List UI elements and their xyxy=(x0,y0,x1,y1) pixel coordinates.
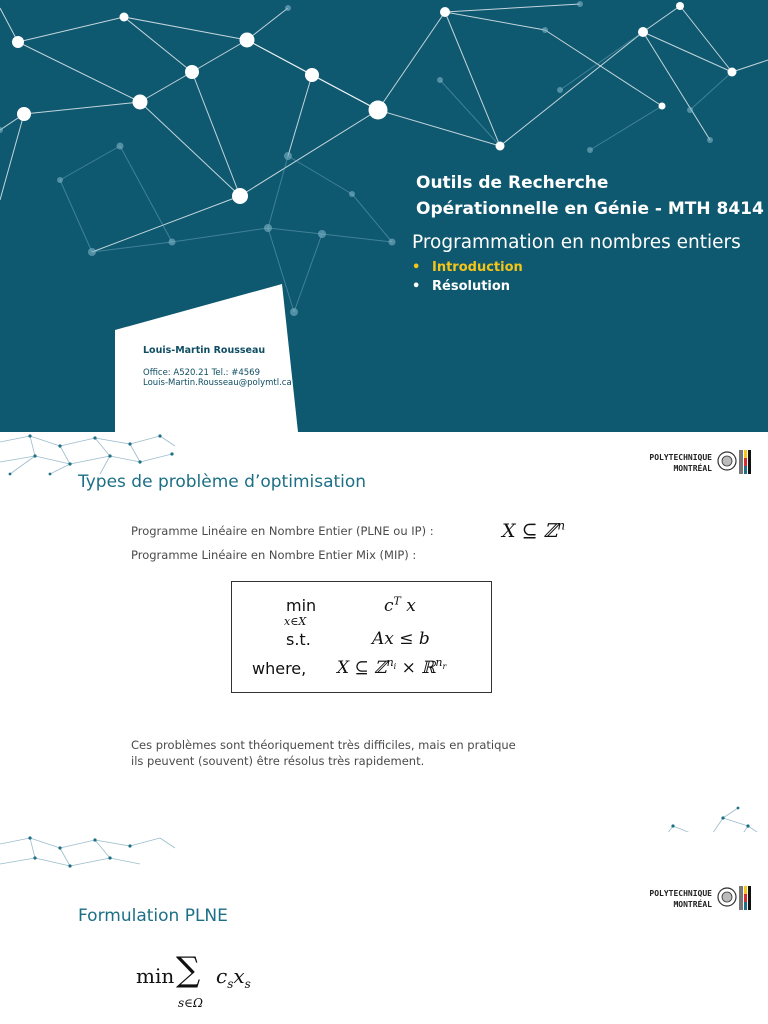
logo-text xyxy=(649,452,712,474)
subject-title: Programmation en nombres entiers xyxy=(412,232,741,253)
logo-line1: POLYTECHNIQUE xyxy=(649,453,712,462)
bullet-icon: • xyxy=(412,279,421,294)
min-label: min xyxy=(136,964,175,988)
sum-subscript: s∈Ω xyxy=(178,996,203,1010)
plne-domain: X ⊆ ℤ xyxy=(502,520,558,542)
title-slide xyxy=(0,0,768,432)
objective-x: x xyxy=(406,596,416,616)
author-email: Louis-Martin.Rousseau@polymtl.ca xyxy=(143,378,292,388)
domain-sub2: r xyxy=(442,662,447,672)
slide-title: Formulation PLNE xyxy=(78,906,228,926)
term-x: x xyxy=(233,964,245,988)
note-line2: ils peuvent (souvent) être résolus très rapidement. xyxy=(131,754,425,768)
st-label: s.t. xyxy=(286,630,311,649)
mip-line: Programme Linéaire en Nombre Entier Mix (MIP) : xyxy=(131,548,417,562)
note-line1: Ces problèmes sont théoriquement très difficiles, mais en pratique xyxy=(131,738,516,752)
domain-times: × ℝ xyxy=(401,658,436,678)
domain-sub1: i xyxy=(393,662,397,672)
course-title-line1: Outils de Recherche xyxy=(416,173,609,193)
logo-line1: POLYTECHNIQUE xyxy=(649,889,712,898)
domain-set: X ⊆ ℤ xyxy=(337,658,387,678)
mip-formulation-box xyxy=(231,581,492,693)
domain xyxy=(337,658,446,678)
polytechnique-logo xyxy=(636,884,756,916)
polytechnique-logo xyxy=(636,448,756,480)
sum-symbol: ∑ xyxy=(176,950,201,990)
term-c: c xyxy=(216,964,228,988)
slide-formulation-plne xyxy=(0,832,768,1024)
slide-title: Types de problème d’optimisation xyxy=(78,472,367,492)
domain-sup2: n xyxy=(435,656,443,670)
crest-icon xyxy=(716,448,756,476)
term-x-sub: s xyxy=(244,977,251,991)
crest-icon xyxy=(716,884,756,912)
network-decoration-top-left xyxy=(0,432,190,476)
constraint: Ax ≤ b xyxy=(372,629,430,649)
term-c-sub: s xyxy=(227,977,234,991)
bullet-icon: • xyxy=(412,260,421,275)
logo-line2: MONTRÉAL xyxy=(673,900,712,909)
min-subscript: x∈X xyxy=(284,615,307,628)
objective-sup: T xyxy=(393,594,401,608)
network-decoration-top-left xyxy=(0,832,190,876)
logo-text xyxy=(649,888,712,910)
network-decoration-bottom-right xyxy=(628,806,768,832)
slide-types-optimisation xyxy=(0,432,768,832)
author-office: Office: A520.21 Tel.: #4569 xyxy=(143,368,260,378)
objective-formula xyxy=(136,952,296,1012)
author-card-background xyxy=(0,0,768,432)
plne-domain-math xyxy=(502,520,565,542)
sum-term xyxy=(216,964,251,991)
domain-exp1 xyxy=(386,656,397,672)
plne-line: Programme Linéaire en Nombre Entier (PLNE ou IP) : xyxy=(131,524,434,538)
min-label: min xyxy=(286,596,317,615)
objective-c: c xyxy=(384,596,394,616)
domain-sup1: n xyxy=(386,656,394,670)
author-name: Louis-Martin Rousseau xyxy=(143,345,266,356)
plne-domain-sup: n xyxy=(557,518,566,533)
topic-label: Introduction xyxy=(432,260,523,275)
where-label: where, xyxy=(252,659,307,678)
topic-label: Résolution xyxy=(432,279,511,294)
domain-exp2 xyxy=(435,656,447,672)
course-title-line2: Opérationnelle en Génie - MTH 8414 xyxy=(416,199,764,219)
objective xyxy=(384,596,416,616)
logo-line2: MONTRÉAL xyxy=(673,464,712,473)
